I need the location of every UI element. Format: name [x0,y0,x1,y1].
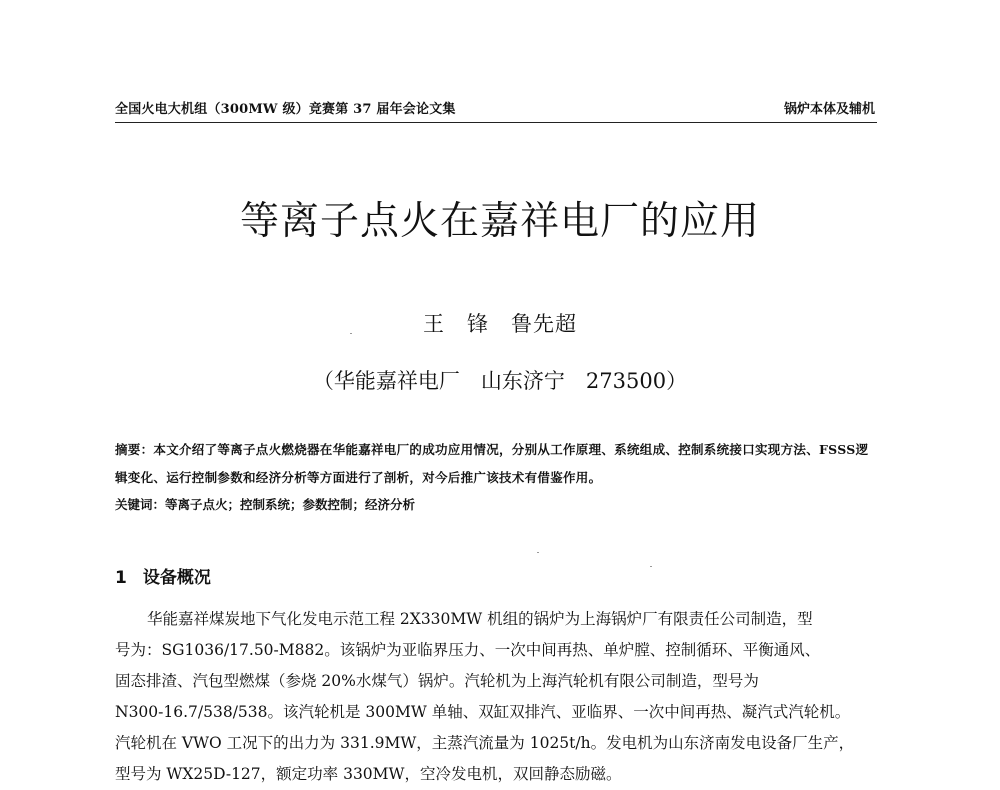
keywords-label: 关键词： [115,497,166,512]
paragraph-line: 华能嘉祥煤炭地下气化发电示范工程 2X330MW 机组的锅炉为上海锅炉厂有限责任公司制造，型 [147,610,813,628]
keywords [115,494,881,516]
scan-speck [537,552,539,553]
section-number: 1 [115,568,127,588]
paragraph-line: 固态排渣、汽包型燃煤（参烧 20%水煤气）锅炉。汽轮机为上海汽轮机有限公司制造，型号为 [115,672,759,690]
scan-speck [350,333,352,334]
paper-title: 等离子点火在嘉祥电厂的应用 [239,199,760,244]
section-title: 设备概况 [142,568,211,588]
paper-affiliation: （华能嘉祥电厂 山东济宁 273500） [312,369,688,393]
abstract-text: 本文介绍了等离子点火燃烧器在华能嘉祥电厂的成功应用情况，分别从工作原理、系统组成、控制系统接口实现方法、FSSS逻辑变化、运行控制参数和经济分析等方面进行了剖析，对今后推广该技术有借鉴作用。 [115,442,869,485]
running-header-proceedings: 全国火电大机组（300MW 级）竞赛第 37 届年会论文集 [115,102,456,117]
scan-speck [650,566,652,567]
abstract [115,436,881,492]
paragraph-line: 号为：SG1036/17.50-M882。该锅炉为亚临界压力、一次中间再热、单炉膛、控制循环、平衡通风、 [115,641,821,659]
abstract-label: 摘要： [115,442,154,457]
paragraph-line: 型号为 WX25D-127，额定功率 330MW，空冷发电机，双回静态励磁。 [115,765,622,783]
paper-authors: 王 锋 鲁先超 [423,312,577,336]
running-header-section: 锅炉本体及辅机 [783,102,875,117]
body-paragraph [115,604,883,790]
keywords-text: 等离子点火；控制系统；参数控制；经济分析 [165,497,416,512]
running-header [115,94,877,123]
paragraph-line: 汽轮机在 VWO 工况下的出力为 331.9MW，主蒸汽流量为 1025t/h。发电机为山东济南发电设备厂生产， [115,734,855,752]
section-heading [115,563,211,588]
paragraph-line: N300-16.7/538/538。该汽轮机是 300MW 单轴、双缸双排汽、亚临界、一次中间再热、凝汽式汽轮机。 [115,703,851,721]
